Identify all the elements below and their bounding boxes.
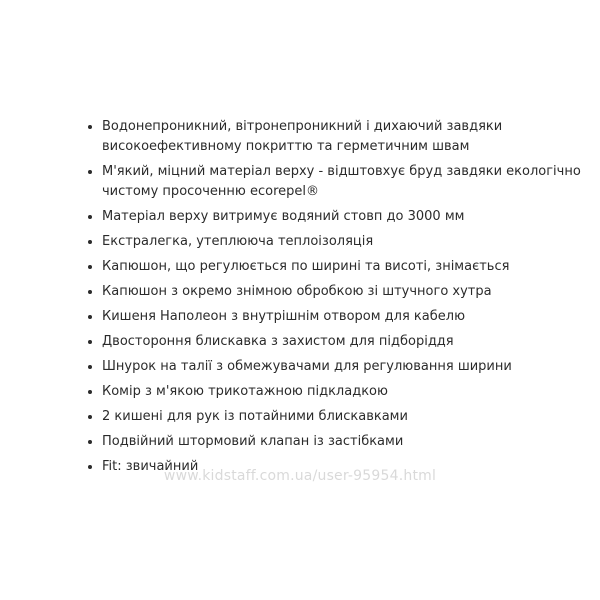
list-item: Шнурок на талії з обмежувачами для регулювання ширини [86,357,596,377]
list-item: Подвійний штормовий клапан із застібками [86,432,596,452]
list-item: 2 кишені для рук із потайними блискавками [86,407,596,427]
list-item: Комір з м'якою трикотажною підкладкою [86,382,596,402]
list-item: Екстралегка, утеплююча теплоізоляція [86,232,596,252]
watermark: www.kidstaff.com.ua/user-95954.html [163,468,437,484]
list-item: Водонепроникний, вітронепроникний і дихаючий завдяки високоефективному покриттю та герметичним швам [86,117,596,157]
list-item: Матеріал верху витримує водяний стовп до 3000 мм [86,207,596,227]
list-item: Капюшон з окремо знімною обробкою зі штучного хутра [86,282,596,302]
list-item: Двостороння блискавка з захистом для підборіддя [86,332,596,352]
list-item: Кишеня Наполеон з внутрішнім отвором для кабелю [86,307,596,327]
list-item: М'який, міцний матеріал верху - відштовхує бруд завдяки екологічно чистому просоченню ecorepel® [86,162,596,202]
list-item: Fit: звичайний [86,457,596,477]
list-item: Капюшон, що регулюється по ширині та висоті, знімається [86,257,596,277]
feature-list [86,117,596,482]
